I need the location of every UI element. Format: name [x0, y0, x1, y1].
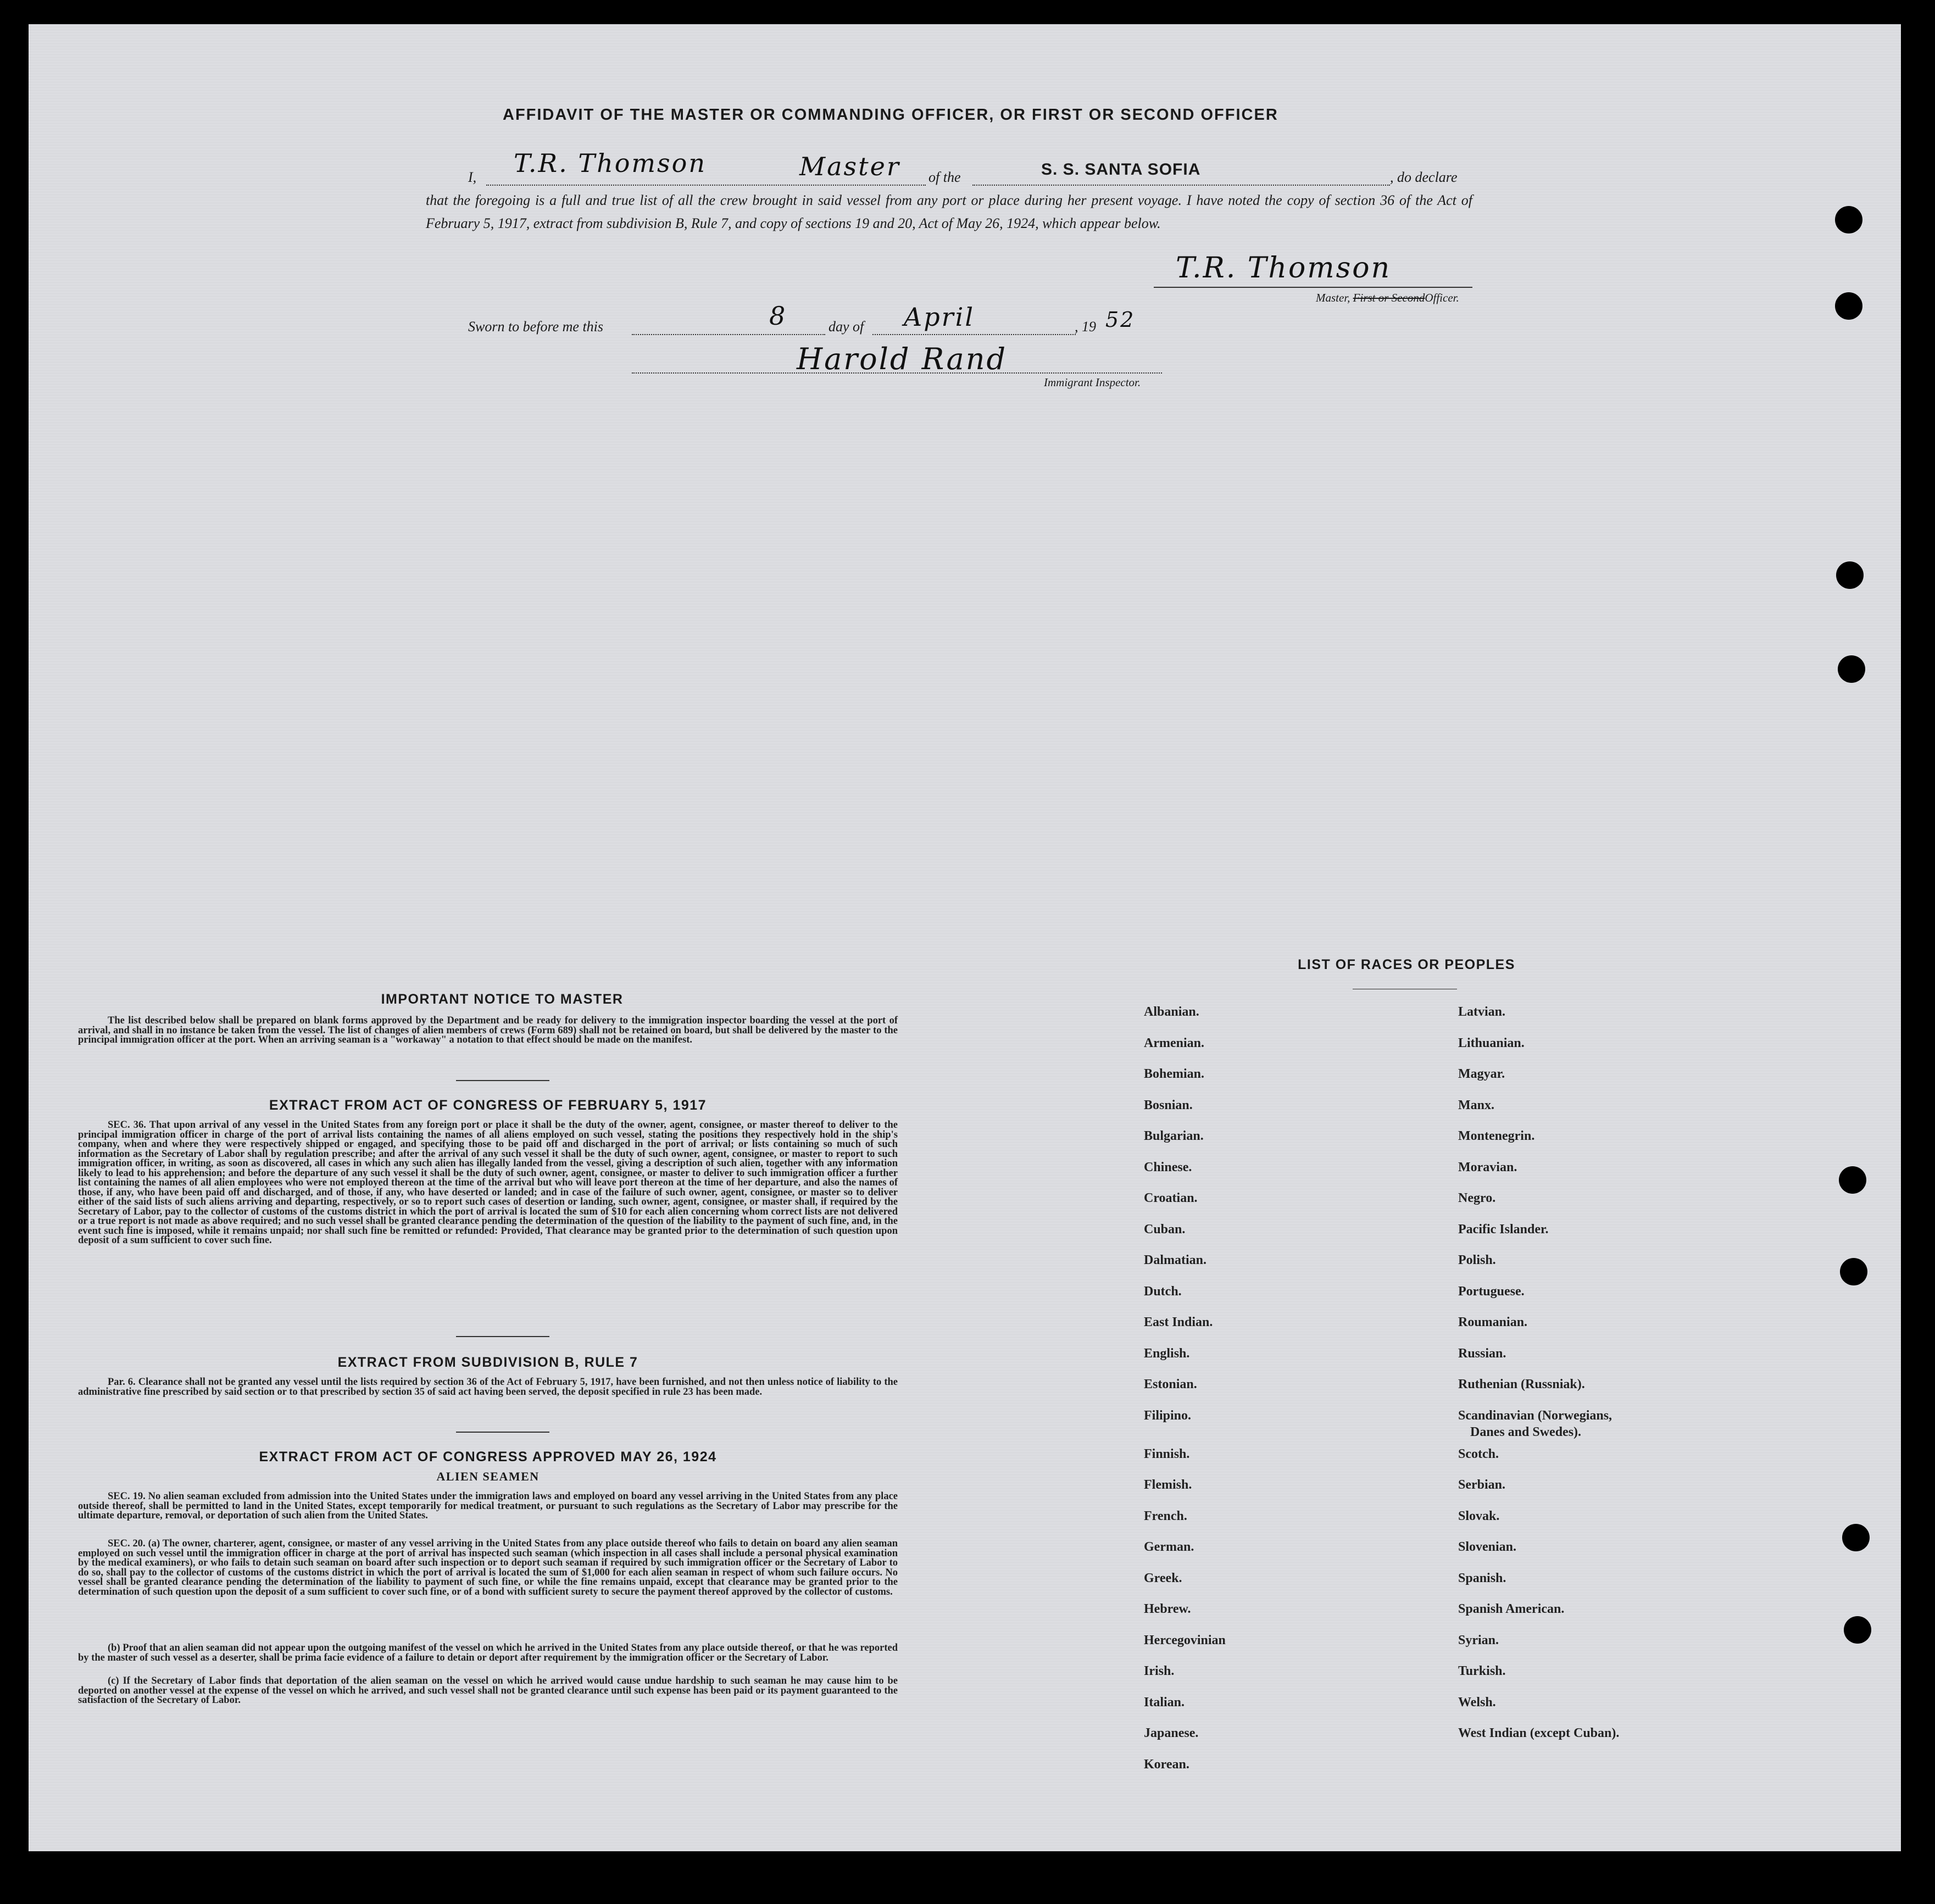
extract-1917-text: SEC. 36. That upon arrival of any vessel in the United States from any foreign port or place it shall be the duty of the owner, agent, consignee, or master thereof to deliver to the principal immigration officer in charge of the port of arrival lists containing the names of all aliens employed on such vessel, stating the positions they respectively hold in the ship's company, when and where they were respectively shipped or engaged, and specifying those to be paid off and discharged in the port of arrival; or lists containing so much of such information as the Secretary of Labor shall by regulation prescribe; and after the arrival of any such vessel it shall be the duty of such owner, agent, consignee, or master to report to such immigration officer, in writing, as soon as discovered, all cases in which any such alien has illegally landed from the vessel, giving a description of such alien, together with any information likely to lead to his apprehension; and before the departure of any such vessel it shall be the duty of such owner, agent, consignee, or master to deliver to such immigration officer a further list containing the names of all alien employees who were not employed thereon at the time of the arrival but who will leave port thereon at the time of her departure, and also the names of those, if any, who have been paid off and discharged, and of those, if any, who have deserted or landed; and in case of the failure of such owner, agent, consignee, or master so to deliver either of the said lists of such aliens arriving and departing, respectively, or so to report such cases of desertion or landing, such owner, agent, consignee, or master shall, if required by the Secretary of Labor, pay to the collector of customs of the customs district in which the port of arrival is located the sum of $10 for each alien concerning whom correct lists are not delivered or a true report is not made as above required; and no such vessel shall be granted clearance pending the determination of the question of the liability to the payment of such fine, and, in the event such fine is imposed, while it remains unpaid; nor shall such fine be remitted or refunded: Provided, That clearance may be granted prior to the determination of such question upon deposit of a sum sufficient to cover such fine. [78, 1120, 898, 1246]
race-item: Syrian. [1458, 1633, 1499, 1647]
extract-1924-subtitle: ALIEN SEAMEN [436, 1469, 540, 1483]
extract-rule7-text: Par. 6. Clearance shall not be granted any vessel until the lists required by section 36 of the Act of February 5, 1917, have been furnished, and not then unless notice of liability to the administrative fine prescribed by said section or to that prescribed by section 35 of said act having been served, the deposit specified in rule 23 has been made. [78, 1377, 898, 1398]
race-item: Magyar. [1458, 1067, 1505, 1081]
race-item: Negro. [1458, 1191, 1496, 1205]
race-item: Spanish American. [1458, 1602, 1565, 1616]
race-item: Slovenian. [1458, 1540, 1517, 1554]
race-item: Moravian. [1458, 1160, 1517, 1174]
vessel-stamp: S. S. SANTA SOFIA [1041, 160, 1201, 179]
name-line [486, 185, 926, 186]
race-item: Estonian. [1144, 1377, 1197, 1391]
race-item: German. [1144, 1540, 1194, 1554]
race-item: Lithuanian. [1458, 1035, 1525, 1050]
race-item: Albanian. [1144, 1005, 1199, 1019]
race-item: Irish. [1144, 1664, 1175, 1678]
section-divider [456, 1080, 549, 1081]
punch-hole [1835, 206, 1862, 233]
punch-hole [1844, 1616, 1871, 1644]
race-item: Bohemian. [1144, 1067, 1205, 1081]
master-name-handwritten: T.R. Thomson [514, 148, 707, 178]
race-item: Ruthenian (Russniak). [1458, 1377, 1585, 1391]
race-item: Roumanian. [1458, 1315, 1528, 1329]
extract-1924-sec20b: (b) Proof that an alien seaman did not appear upon the outgoing manifest of the vessel on which he arrived in the United States from any place outside thereof, or that he was reported by the master of such vessel as a deserter, shall be prima facie evidence of a failure to detain or deport after requirement by the immigration officer or the Secretary of Labor. [78, 1643, 898, 1663]
race-item: Cuban. [1144, 1222, 1186, 1237]
race-item: Bosnian. [1144, 1098, 1193, 1112]
extract-1917-title: EXTRACT FROM ACT OF CONGRESS OF FEBRUARY 5, 1917 [269, 1098, 707, 1113]
punch-hole [1836, 561, 1864, 589]
do-declare-label: , do declare [1390, 169, 1458, 185]
extract-1924-sec19: SEC. 19. No alien seaman excluded from admission into the United States under the immigration laws and employed on board any vessel arriving in the United States from any place outside thereof, shall be permitted to land in the United States, except temporarily for medical treatment, or pursuant to such regulations as the Secretary of Labor may prescribe for the ultimate departure, removal, or deportation of such alien from the United States. [78, 1491, 898, 1521]
race-item: Scandinavian (Norwegians, [1458, 1408, 1612, 1423]
master-signature-line [1154, 287, 1472, 288]
race-item: Danes and Swedes). [1470, 1424, 1582, 1439]
punch-hole [1835, 292, 1862, 320]
race-item: Finnish. [1144, 1446, 1190, 1461]
declaration-text: that the foregoing is a full and true list of all the crew brought in said vessel from any port or place during her present voyage. I have noted the copy of section 36 of the Act of February 5, 1917, extract from subdivision B, Rule 7, and copy of sections 19 and 20, Act of May 26, 1924, which appear below. [426, 192, 1472, 231]
punch-hole [1838, 655, 1865, 683]
inspector-signature: Harold Rand [797, 342, 1008, 376]
extract-1924-title: EXTRACT FROM ACT OF CONGRESS APPROVED MAY 26, 1924 [259, 1449, 717, 1465]
extract-rule7-title: EXTRACT FROM SUBDIVISION B, RULE 7 [337, 1355, 638, 1370]
race-item: Italian. [1144, 1695, 1185, 1710]
race-item: Bulgarian. [1144, 1129, 1204, 1143]
inspector-line [632, 372, 1162, 374]
race-item: Chinese. [1144, 1160, 1192, 1174]
race-item: Hebrew. [1144, 1602, 1191, 1616]
race-item: English. [1144, 1346, 1190, 1361]
sworn-day: 8 [769, 301, 787, 331]
race-item: Montenegrin. [1458, 1129, 1535, 1143]
races-left-column [1144, 1004, 1226, 1788]
race-item: Japanese. [1144, 1726, 1199, 1740]
sworn-month: April [904, 302, 975, 332]
race-item: Armenian. [1144, 1035, 1204, 1050]
race-item: Croatian. [1144, 1191, 1198, 1205]
extract-1924-sec20a: SEC. 20. (a) The owner, charterer, agent, consignee, or master of any vessel arriving in the United States from any place outside thereof who fails to detain on board any alien seaman employed on such vessel until the immigration officer in charge at the port of arrival has inspected such seaman (which inspection in all cases shall include a personal physical examination by the medical examiners), or who fails to detain such seaman on board after such inspection or to deport such seaman if required by such immigration officer or the Secretary of Labor to do so, shall pay to the collector of customs of the customs district in which the port of arrival is located the sum of $1,000 for each alien seaman in respect of whom such failure occurs. No vessel shall be granted clearance pending the determination of the liability to payment of such fine, or while the fine remains unpaid, except that clearance may be granted prior to the determination of such question upon the deposit of a sum sufficient to cover such fine, or of a bond with sufficient surety to secure the payment thereof approved by the collector of customs. [78, 1538, 898, 1597]
master-caption-suffix: Officer. [1425, 291, 1459, 304]
race-item: Spanish. [1458, 1571, 1506, 1585]
notice-text: The list described below shall be prepared on blank forms approved by the Department and be ready for delivery to the immigration inspector boarding the vessel at the port of arrival, and shall in no instance be taken from the vessel. The list of changes of alien members of crews (Form 689) shall not be retained on board, but shall be delivered by the master to the principal immigration officer at the port. When an arriving seaman is a "workaway" a notation to that effect should be made on the manifest. [78, 1015, 898, 1045]
day-of-label: day of [829, 319, 864, 335]
master-caption-prefix: Master, [1316, 291, 1350, 304]
race-item: Dalmatian. [1144, 1253, 1206, 1267]
punch-hole [1842, 1524, 1870, 1551]
punch-hole [1839, 1166, 1866, 1194]
section-divider [456, 1432, 549, 1433]
inspector-caption: Immigrant Inspector. [1044, 376, 1141, 389]
sworn-year: 52 [1105, 308, 1136, 332]
master-signature: T.R. Thomson [1176, 252, 1392, 285]
race-item: Serbian. [1458, 1478, 1506, 1492]
races-title: LIST OF RACES OR PEOPLES [1298, 957, 1515, 972]
master-caption [1316, 291, 1459, 305]
affidavit-title: AFFIDAVIT OF THE MASTER OR COMMANDING OFFICER, OR FIRST OR SECOND OFFICER [503, 106, 1278, 124]
notice-title: IMPORTANT NOTICE TO MASTER [381, 992, 624, 1007]
section-divider [456, 1336, 549, 1337]
punch-hole [1840, 1258, 1867, 1285]
i-label: I, [468, 169, 477, 185]
race-item: Filipino. [1144, 1408, 1192, 1423]
race-item: Pacific Islander. [1458, 1222, 1549, 1237]
race-item: Manx. [1458, 1098, 1494, 1112]
race-item: Slovak. [1458, 1508, 1500, 1523]
sworn-day-line [632, 334, 825, 335]
extract-1924-sec20c: (c) If the Secretary of Labor finds that deportation of the alien seaman on the vessel on which he arrived would cause undue hardship to such seaman he may cause him to be deported on another vessel at the expense of the vessel on which he arrived, and such vessel shall not be granted clearance until such expense has been paid or its payment guaranteed to the satisfaction of the Secretary of Labor. [78, 1675, 898, 1706]
race-item: West Indian (except Cuban). [1458, 1726, 1620, 1740]
race-item: Korean. [1144, 1757, 1189, 1772]
master-caption-struck: First or Second [1353, 291, 1425, 304]
race-item: Portuguese. [1458, 1284, 1525, 1299]
race-item: Russian. [1458, 1346, 1506, 1361]
race-item: Welsh. [1458, 1695, 1496, 1710]
rank-handwritten: Master [799, 152, 900, 181]
races-right-column [1458, 1004, 1619, 1757]
race-item: Greek. [1144, 1571, 1182, 1585]
race-item: French. [1144, 1508, 1187, 1523]
year-prefix: , 19 [1075, 319, 1096, 335]
race-item: Hercegovinian [1144, 1633, 1226, 1647]
race-item: Flemish. [1144, 1478, 1192, 1492]
sworn-label: Sworn to before me this [468, 319, 604, 335]
of-the-label: of the [928, 169, 961, 185]
race-item: Turkish. [1458, 1664, 1506, 1678]
race-item: Latvian. [1458, 1005, 1506, 1019]
sworn-month-line [872, 334, 1076, 335]
race-item: Polish. [1458, 1253, 1496, 1267]
race-item: Scotch. [1458, 1446, 1499, 1461]
vessel-line [972, 185, 1390, 186]
race-item: East Indian. [1144, 1315, 1213, 1329]
race-item: Dutch. [1144, 1284, 1182, 1299]
